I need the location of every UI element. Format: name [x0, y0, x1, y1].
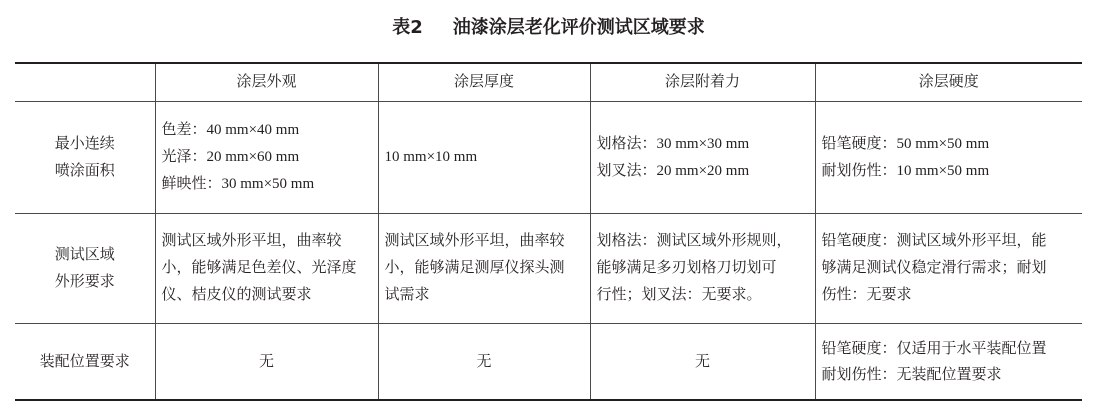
cell-min-area-adhesion — [590, 102, 815, 214]
cell-line: 够满足测试仪稳定滑行需求；耐划 — [821, 260, 1047, 276]
header-hardness: 涂层硬度 — [815, 63, 1082, 102]
cell-line: 仪、桔皮仪的测试要求 — [161, 287, 312, 303]
table-row-shape — [15, 214, 1082, 324]
cell-line: 小，能够满足色差仪、光泽度 — [161, 260, 357, 276]
header-appearance: 涂层外观 — [155, 63, 378, 102]
cell-line: 耐划伤性：无装配位置要求 — [821, 366, 1002, 383]
table-row-position — [15, 324, 1082, 401]
cell-line: 测试区域外形平坦，曲率较 — [384, 233, 565, 249]
header-corner-cell — [15, 63, 155, 102]
cell-min-area-hardness — [815, 102, 1082, 214]
row-label-position — [15, 324, 155, 401]
header-adhesion: 涂层附着力 — [590, 63, 815, 102]
cell-line: 鲜映性：30 mm×50 mm — [161, 176, 315, 192]
row-label-line: 最小连续 — [54, 135, 115, 152]
cell-shape-adhesion — [590, 214, 815, 324]
cell-line: 划格法：测试区域外形规则， — [596, 233, 792, 249]
cell-line: 色差：40 mm×40 mm — [161, 122, 300, 138]
cell-position-appearance — [155, 324, 378, 401]
row-label-line: 外形要求 — [54, 273, 115, 290]
cell-line: 铅笔硬度：测试区域外形平坦，能 — [821, 233, 1047, 249]
requirements-table — [15, 62, 1082, 401]
cell-line: 无 — [476, 353, 492, 370]
cell-line: 无 — [258, 353, 274, 370]
row-label-min-area — [15, 102, 155, 214]
cell-line: 伤性：无要求 — [821, 287, 912, 303]
table-header-row — [15, 63, 1082, 102]
cell-line: 划格法：30 mm×30 mm — [596, 135, 750, 152]
cell-line: 行性；划叉法：无要求。 — [596, 287, 762, 303]
table-caption — [15, 13, 1082, 43]
cell-min-area-appearance — [155, 102, 378, 214]
cell-shape-thickness — [378, 214, 590, 324]
cell-line: 铅笔硬度：50 mm×50 mm — [821, 135, 990, 152]
cell-line: 无 — [694, 353, 710, 370]
cell-line: 测试区域外形平坦，曲率较 — [161, 233, 342, 249]
cell-position-adhesion — [590, 324, 815, 401]
cell-line: 耐划伤性：10 mm×50 mm — [821, 162, 990, 179]
row-label-shape — [15, 214, 155, 324]
cell-line: 10 mm×10 mm — [384, 149, 478, 165]
header-thickness: 涂层厚度 — [378, 63, 590, 102]
row-label-line: 喷涂面积 — [54, 162, 115, 179]
cell-line: 小，能够满足测厚仪探头测 — [384, 260, 565, 276]
cell-shape-hardness — [815, 214, 1082, 324]
cell-line: 铅笔硬度：仅适用于水平装配位置 — [821, 340, 1047, 357]
row-label-line: 测试区域 — [54, 246, 115, 263]
cell-position-thickness — [378, 324, 590, 401]
cell-min-area-thickness — [378, 102, 590, 214]
cell-line: 光泽：20 mm×60 mm — [161, 149, 300, 165]
table-title: 油漆涂层老化评价测试区域要求 — [452, 17, 705, 38]
table-row-min-area — [15, 102, 1082, 214]
cell-position-hardness — [815, 324, 1082, 401]
cell-line: 试需求 — [384, 287, 430, 303]
cell-line: 能够满足多刃划格刀切划可 — [596, 260, 777, 276]
row-label-line: 装配位置要求 — [39, 353, 130, 370]
cell-line: 划叉法：20 mm×20 mm — [596, 162, 750, 179]
table-number: 表2 — [392, 17, 423, 38]
cell-shape-appearance — [155, 214, 378, 324]
